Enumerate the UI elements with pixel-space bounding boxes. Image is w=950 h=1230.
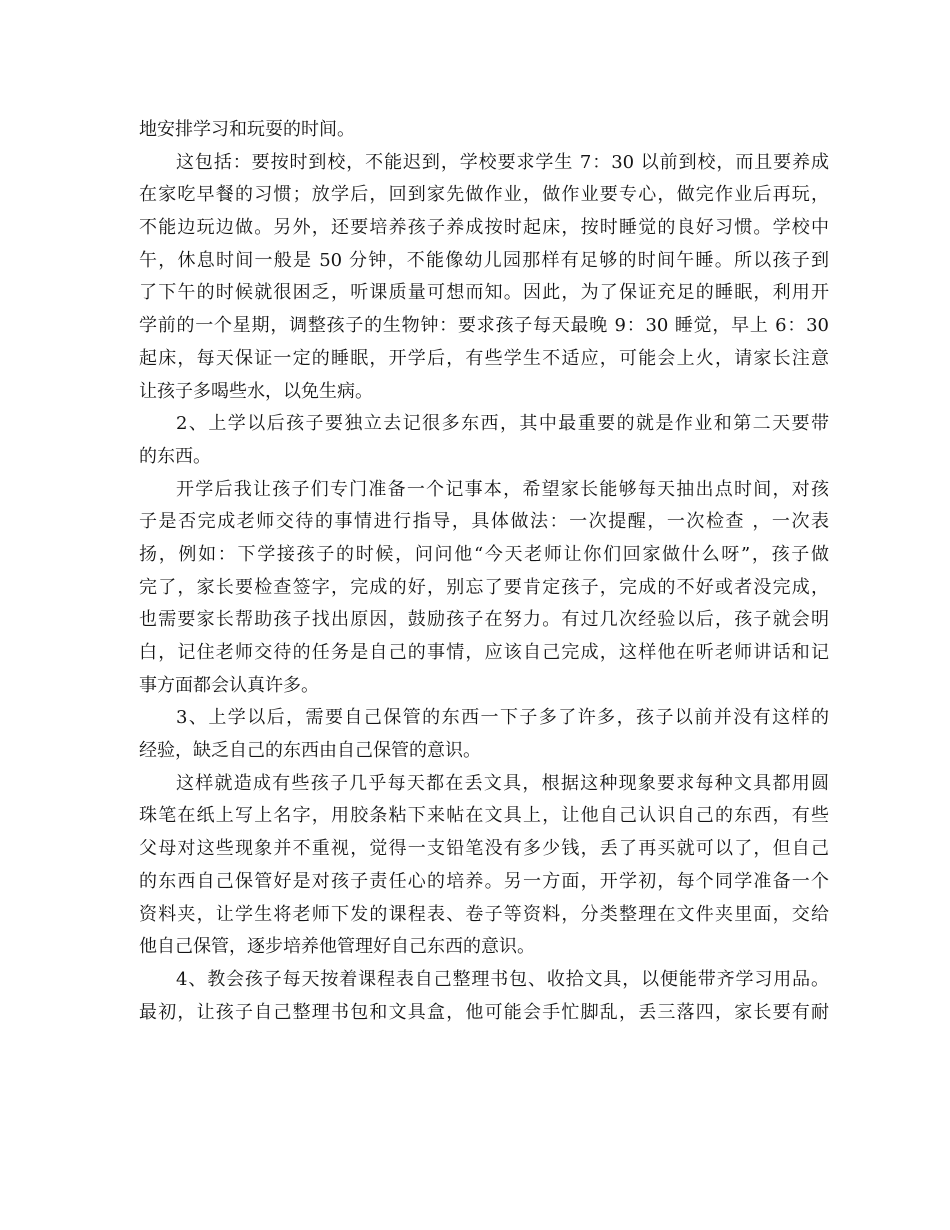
- text-line: 的东西自己保管好是对孩子责任心的培养。另一方面，开学初，每个同学准备一个: [139, 870, 829, 892]
- text-line: 起床，每天保证一定的睡眠，开学后，有些学生不适应，可能会上火，请家长注意: [139, 347, 829, 369]
- text-line: 2、上学以后孩子要独立去记很多东西，其中最重要的就是作业和第二天要带: [176, 413, 829, 435]
- text-line: 这样就造成有些孩子几乎每天都在丢文具，根据这种现象要求每种文具都用圆: [176, 772, 829, 794]
- text-line: 扬，例如：下学接孩子的时候，问问他“今天老师让你们回家做什么呀”，孩子做: [139, 543, 829, 565]
- text-line: 子是否完成老师交待的事情进行指导，具体做法：一次提醒，一次检查 ，一次表: [139, 511, 829, 533]
- text-line: 资料夹，让学生将老师下发的课程表、卷子等资料，分类整理在文件夹里面，交给: [139, 903, 829, 925]
- text-line: 的东西。: [139, 445, 211, 467]
- text-line: 最初，让孩子自己整理书包和文具盒，他可能会手忙脚乱，丢三落四，家长要有耐: [139, 1001, 829, 1023]
- text-line: 学前的一个星期，调整孩子的生物钟：要求孩子每天最晚 9：30 睡觉，早上 6：30: [139, 315, 829, 337]
- text-line: 开学后我让孩子们专门准备一个记事本，希望家长能够每天抽出点时间，对孩: [176, 478, 829, 500]
- text-line: 让孩子多喝些水，以免生病。: [139, 380, 373, 402]
- text-line: 4、教会孩子每天按着课程表自己整理书包、收拾文具，以便能带齐学习用品。: [176, 968, 829, 990]
- text-line: 不能边玩边做。另外，还要培养孩子养成按时起床，按时睡觉的良好习惯。学校中: [139, 217, 829, 239]
- text-line: 地安排学习和玩耍的时间。: [139, 119, 355, 140]
- text-line: 经验，缺乏自己的东西由自己保管的意识。: [139, 740, 481, 762]
- text-line: 也需要家长帮助孩子找出原因，鼓励孩子在努力。有过几次经验以后，孩子就会明: [139, 609, 829, 631]
- text-line: 白，记住老师交待的任务是自己的事情，应该自己完成，这样他在听老师讲话和记: [139, 642, 829, 663]
- text-line: 他自己保管，逐步培养他管理好自己东西的意识。: [139, 936, 535, 958]
- text-line: 这包括：要按时到校，不能迟到，学校要求学生 7：30 以前到校，而且要养成: [176, 151, 829, 173]
- text-line: 了下午的时候就很困乏，听课质量可想而知。因此，为了保证充足的睡眠，利用开: [139, 282, 829, 304]
- document-body: [139, 114, 829, 1029]
- text-line: 午，休息时间一般是 50 分钟，不能像幼儿园那样有足够的时间午睡。所以孩子到: [139, 249, 829, 271]
- text-line: 在家吃早餐的习惯；放学后，回到家先做作业，做作业要专心，做完作业后再玩，: [139, 184, 829, 206]
- text-line: 珠笔在纸上写上名字，用胶条粘下来帖在文具上，让他自己认识自己的东西，有些: [139, 805, 829, 827]
- text-line: 父母对这些现象并不重视，觉得一支铅笔没有多少钱，丢了再买就可以了，但自己: [139, 838, 829, 860]
- text-line: 完了，家长要检查签字，完成的好，别忘了要肯定孩子，完成的不好或者没完成，: [139, 576, 829, 598]
- text-line: 3、上学以后，需要自己保管的东西一下子多了许多，孩子以前并没有这样的: [176, 707, 829, 729]
- text-line: 事方面都会认真许多。: [139, 674, 319, 696]
